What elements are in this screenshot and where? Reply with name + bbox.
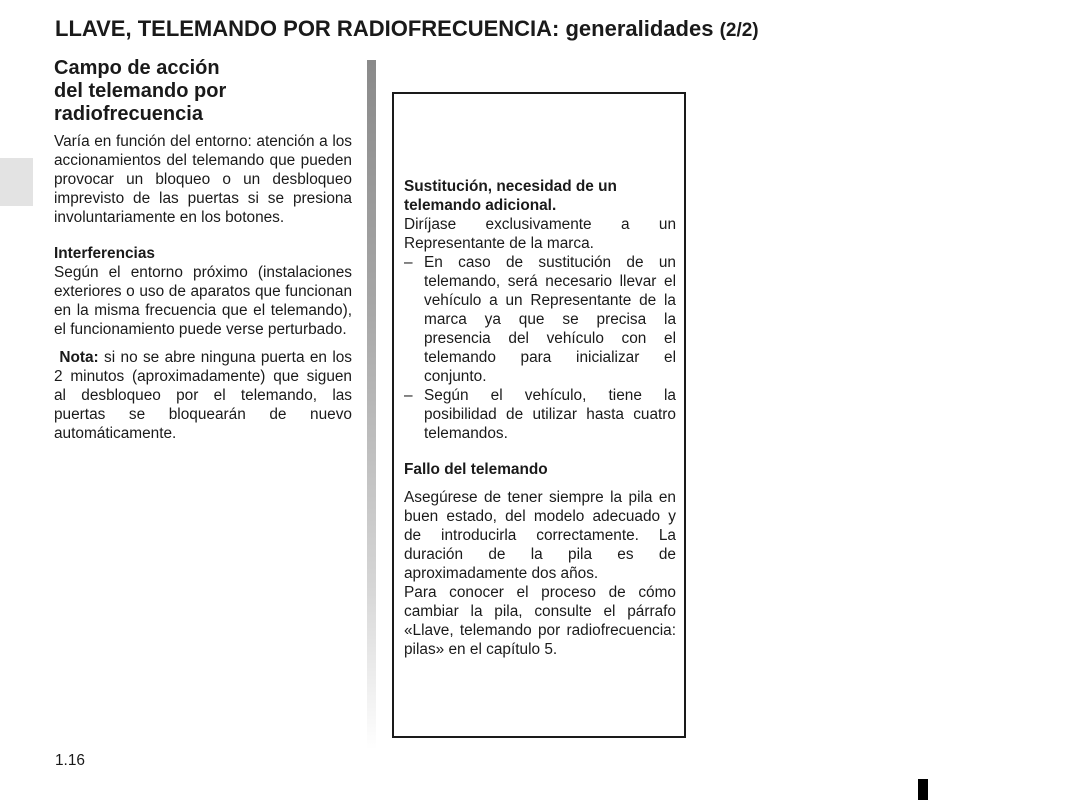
header-title-sub: generalidades bbox=[565, 16, 720, 41]
note-paragraph bbox=[54, 348, 352, 443]
section-title-line-3: radiofrecuencia bbox=[54, 103, 203, 125]
section-title bbox=[54, 57, 352, 126]
note-label: Nota: bbox=[59, 349, 99, 366]
intro-paragraph: Varía en función del entorno: atención a los accionamientos del telemando que pueden provocar un bloqueo o un desbloqueo imprevisto de las puertas si se presiona involuntariamente en los botones. bbox=[54, 133, 352, 226]
dash-bullet: – bbox=[404, 387, 413, 404]
page-corner-mark bbox=[918, 779, 928, 800]
left-column bbox=[54, 57, 352, 443]
section-title-line-1: Campo de acción bbox=[54, 57, 220, 79]
header-title-main: LLAVE, TELEMANDO POR RADIOFRECUENCIA: bbox=[55, 16, 566, 41]
note-text: si no se abre ninguna puerta en los 2 minutos (aproximadamente) que siguen al desbloqueo por el telemando, las puertas se bloquearán de nuevo automáticamente. bbox=[54, 349, 352, 442]
list-item-text: En caso de sustitución de un telemando, será necesario llevar el vehículo a un Representante de la marca ya que se precisa la presencia del vehículo con el telemando para inicializar el conjunto. bbox=[424, 254, 676, 385]
header-page-part: (2/2) bbox=[719, 20, 759, 41]
failure-paragraph-2: Para conocer el proceso de cómo cambiar la pila, consulte el párrafo «Llave, telemando por radiofrecuencia: pilas» en el capítulo 5. bbox=[404, 584, 676, 658]
page-header bbox=[55, 16, 1055, 42]
page-number: 1.16 bbox=[55, 752, 85, 769]
replacement-title: Sustitución, necesidad de un telemando adicional. bbox=[404, 178, 617, 214]
failure-title: Fallo del telemando bbox=[404, 461, 548, 478]
chapter-tab-marker bbox=[0, 158, 33, 206]
info-box-content bbox=[404, 177, 676, 659]
interference-paragraph: Según el entorno próximo (instalaciones exteriores o uso de aparatos que funcionan en la misma frecuencia que el telemando), el funcionamiento puede verse perturbado. bbox=[54, 264, 352, 338]
list-item-text: Según el vehículo, tiene la posibilidad de utilizar hasta cuatro telemandos. bbox=[424, 387, 676, 442]
failure-paragraph-1: Asegúrese de tener siempre la pila en buen estado, del modelo adecuado y de introducirla correctamente. La duración de la pila es de aproximadamente dos años. bbox=[404, 489, 676, 582]
interference-title: Interferencias bbox=[54, 245, 155, 262]
dash-bullet: – bbox=[404, 254, 413, 271]
list-item bbox=[404, 253, 676, 386]
replacement-intro: Diríjase exclusivamente a un Representante de la marca. bbox=[404, 216, 676, 252]
list-item bbox=[404, 386, 676, 443]
section-title-line-2: del telemando por bbox=[54, 80, 227, 102]
column-divider bbox=[367, 60, 376, 750]
